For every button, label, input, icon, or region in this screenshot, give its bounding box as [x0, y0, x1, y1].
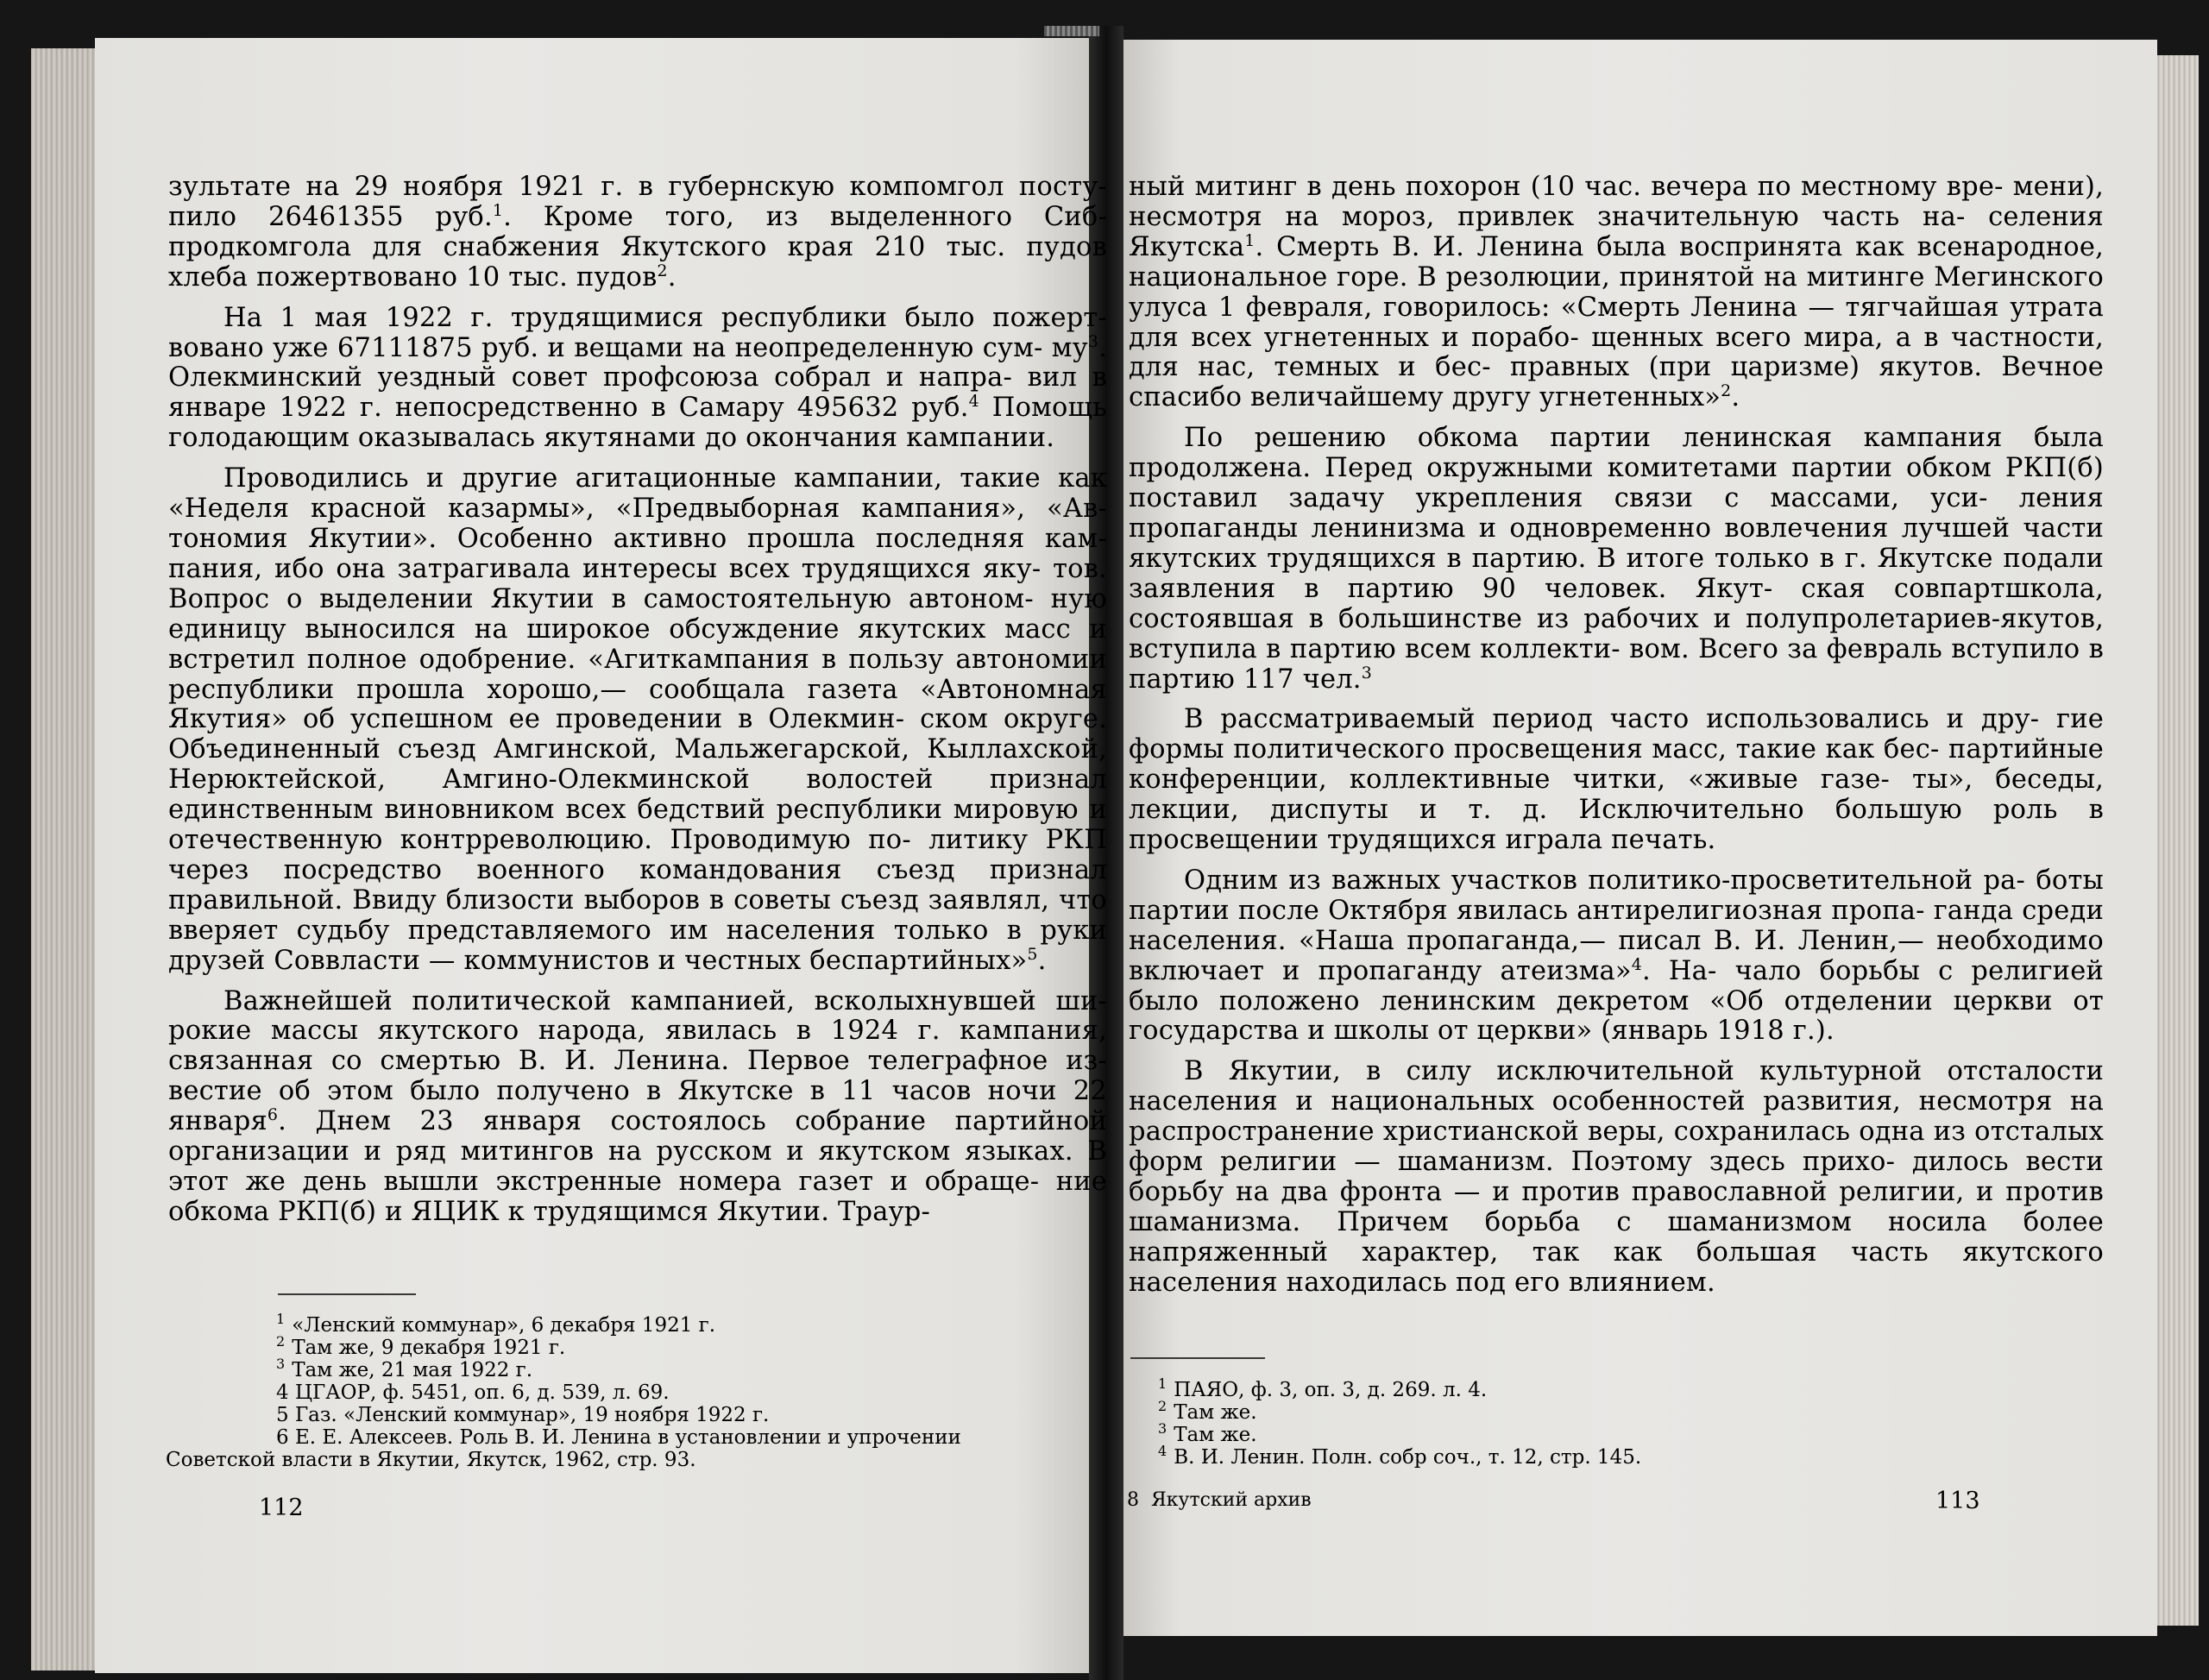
paragraph: В Якутии, в силу исключительной культурной отсталости населения и национальных особенностей развития, несмотря на распространение христианской веры, сохранилась одна из отсталых форм религии — шаманизм. Поэтому здесь прихо- дилось вести борьбу на два фронта — и против православной религии, и против шаманизма. Причем борьба с шаманизмом носила более напряженный характер, так как большая часть якутского населения находилась под его влиянием. — [1129, 1056, 2104, 1298]
paragraph: В рассматриваемый период часто использовались и дру- гие формы политического просвещения масс, такие как бес- партийные конференции, коллективные читки, «живые газе- ты», беседы, лекции, диспуты и т. д. Исключительно большую роль в просвещении трудящихся играла печать. — [1129, 704, 2104, 856]
footnote: $^4$ В. И. Ленин. Полн. собр соч., т. 12, стр. 145. — [1158, 1443, 1642, 1469]
footnote: 6 Е. Е. Алексеев. Роль В. И. Ленина в установлении и упрочении — [276, 1426, 961, 1449]
footnote: $^3$ Там же. — [1158, 1420, 1257, 1446]
page-number-left: 112 — [259, 1494, 304, 1521]
right-footnotes — [1158, 1375, 2021, 1469]
paragraph: ный митинг в день похорон (10 час. вечера по местному вре- мени), несмотря на мороз, привлек значительную часть на- селения Якутска$^1$. Смерть В. И. Ленина была воспринята как всенародное, национальное горе. В резолюции, принятой на митинге Мегинского улуса 1 февраля, говорилось: «Смерть Ленина — тягчайшая утрата для всех угнетенных и порабо- щенных всего мира, а в частности, для нас, темных и бес- правных (при царизме) якутов. Вечное спасибо величайшему другу угнетенных»$^2$. — [1129, 172, 2104, 413]
left-footnotes — [166, 1311, 1117, 1471]
page-number-right: 113 — [1935, 1488, 1980, 1514]
right-page-body — [1129, 173, 2104, 1299]
footnote: 5 Газ. «Ленский коммунар», 19 ноября 1922 г. — [276, 1404, 770, 1426]
footnote-separator-right — [1130, 1357, 1265, 1359]
footnote-continuation: Советской власти в Якутии, Якутск, 1962, стр. 93. — [166, 1449, 696, 1471]
footnote: $^1$ ПАЯО, ф. 3, оп. 3, д. 269. л. 4. — [1158, 1375, 1488, 1401]
paragraph: На 1 мая 1922 г. трудящимися республики было пожерт- вовано уже 67111875 руб. и вещами на неопределенную сум- $му^3$. Олекминский уездный совет профсоюза собрал и напра- вил в январе 1922 г. непосредственно в Самару 495632 руб.$^4$ Помощь голодающим оказывалась якутянами до окончания кампании. — [168, 302, 1107, 454]
paragraph: Одним из важных участков политико-просветительной ра- боты партии после Октября явилась антирелигиозная пропа- ганда среди населения. «Наша пропаганда,— писал В. И. Ленин,— необходимо включает и пропаганду атеизма»$^4$. На- чало борьбы с религией было положено ленинским декретом «Об отделении церкви от государства и школы от церкви» (январь 1918 г.). — [1129, 865, 2104, 1047]
paragraph: Проводились и другие агитационные кампании, такие как «Неделя красной казармы», «Предвыборная кампания», «Ав- тономия Якутии». Особенно активно прошла последняя кам- пания, ибо она затрагивала интересы всех трудящихся яку- тов. Вопрос о выделении Якутии в самостоятельную автоном- ную единицу выносился на широкое обсуждение якутских масс и встретил полное одобрение. «Агиткампания в пользу автономии республики прошла хорошо,— сообщала газета «Автономная Якутия» об успешном ее проведении в Олекмин- ском округе. Объединенный съезд Амгинской, Мальжегарской, Кыллахской, Нерюктейской, Амгино-Олекминской волостей признал единственным виновником всех бедствий республики мировую и отечественную контрреволюцию. Проводимую по- литику РКП через посредство военного командования съезд признал правильной. Ввиду близости выборов в советы съезд заявлял, что вверяет судьбу представляемого им населения только в руки друзей Соввласти — коммунистов и честных беспартийных»$^5$. — [168, 463, 1107, 976]
footnote-separator-left — [278, 1293, 416, 1295]
footnote: $^2$ Там же. — [1158, 1398, 1257, 1424]
left-page-body — [168, 173, 1107, 1228]
paragraph: Важнейшей политической кампанией, всколыхнувшей ши- рокие массы якутского народа, явилась в 1924 г. кампания, связанная со смертью В. И. Ленина. Первое телеграфное из- вестие об этом было получено в Якутске в 11 часов ночи 22 января$^6$. Днем 23 января состоялось собрание партийной организации и ряд митингов на русском и якутском языках. В этот же день вышли экстренные номера газет и обраще- ние обкома РКП(б) и ЯЦИК к трудящимся Якутии. Траур- — [168, 985, 1107, 1227]
printer-signature: 8 Якутский архив — [1127, 1489, 1312, 1511]
footnote: $^2$ Там же, 9 декабря 1921 г. — [276, 1333, 566, 1359]
footnote: 4 ЦГАОР, ф. 5451, оп. 6, д. 539, л. 69. — [276, 1381, 670, 1404]
footnote: $^3$ Там же, 21 мая 1922 г. — [276, 1356, 533, 1381]
paragraph: По решению обкома партии ленинская кампания была продолжена. Перед окружными комитетами партии обком РКП(б) поставил задачу укрепления связи с массами, уси- ления пропаганды ленинизма и одновременно вовлечения лучшей части якутских трудящихся в партию. В итоге только в г. Якутске подали заявления в партию 90 человек. Якут- ская совпартшкола, состоявшая в большинстве из рабочих и полупролетариев-якутов, вступила в партию всем коллекти- вом. Всего за февраль вступило в партию 117 чел.$^3$ — [1129, 423, 2104, 695]
paragraph: зультате на 29 ноября 1921 г. в губернскую компомгол посту- пило 26461355 руб.$^1$. Кроме того, из выделенного Сиб- продкомгола для снабжения Якутского края 210 тыс. пудов хлеба пожертвовано 10 тыс. пудов$^2$. — [168, 172, 1108, 293]
spine-binding-strip — [1044, 26, 1099, 36]
footnote: $^1$ «Ленский коммунар», 6 декабря 1921 г. — [276, 1311, 716, 1337]
